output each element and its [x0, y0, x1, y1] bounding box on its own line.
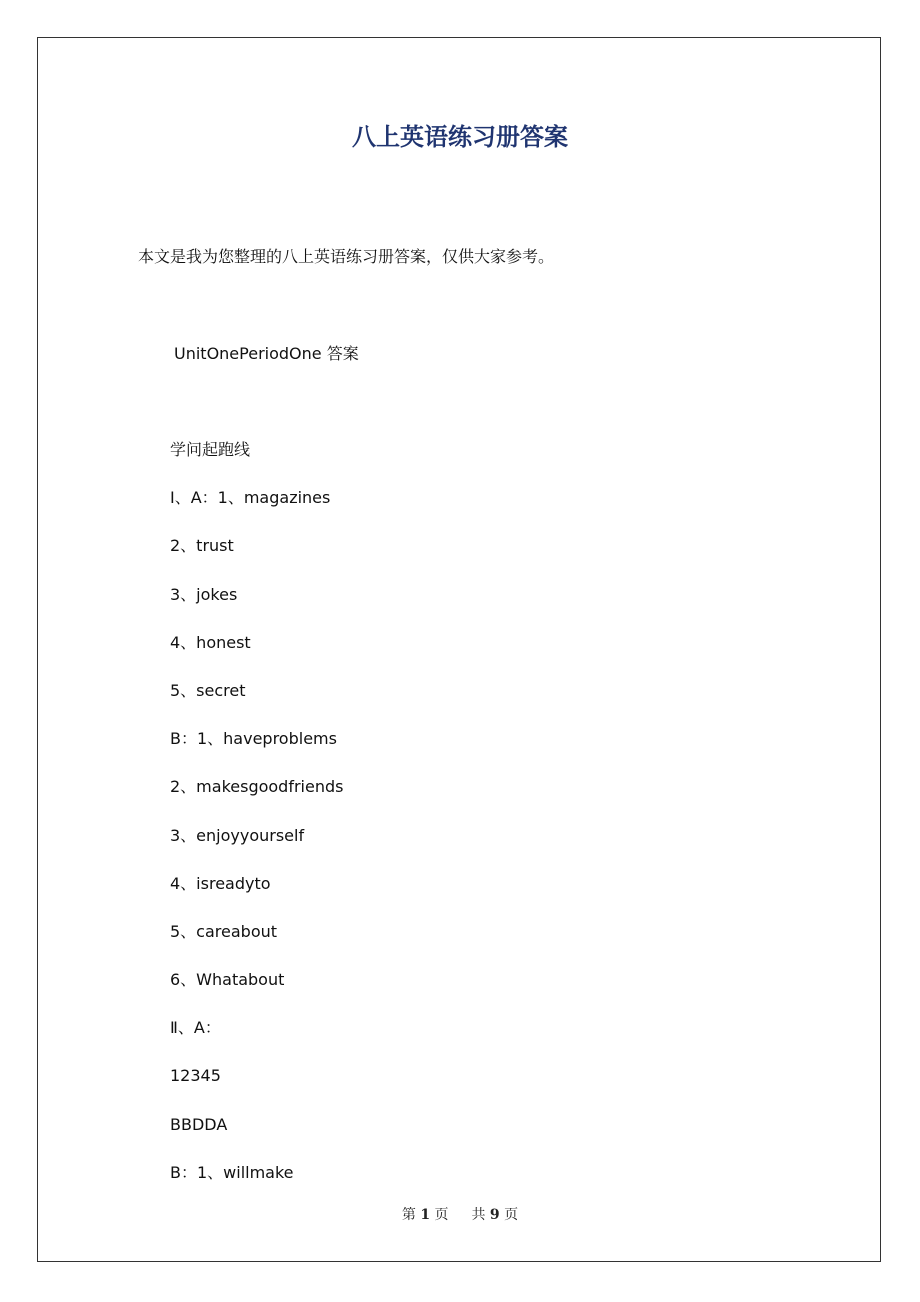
answer-line: BBDDA [170, 1114, 228, 1134]
section-heading: 学问起跑线 [170, 440, 251, 459]
answer-line: B：1、willmake [170, 1162, 294, 1182]
document-title: 八上英语练习册答案 [352, 123, 568, 151]
unit-heading: UnitOnePeriodOne 答案 [174, 344, 359, 363]
total-page-number: 9 [489, 1207, 500, 1223]
answer-line: 12345 [170, 1066, 221, 1086]
answer-line: 2、makesgoodfriends [170, 777, 344, 797]
answer-line: 2、trust [170, 536, 234, 556]
answer-line: Ⅱ、A： [170, 1018, 221, 1038]
answer-line: 4、isreadyto [170, 873, 271, 893]
answer-list [170, 439, 343, 1210]
answer-line: 4、honest [170, 632, 251, 652]
answer-line: 3、jokes [170, 584, 238, 604]
answer-line: Ⅰ、A：1、magazines [170, 488, 331, 508]
total-prefix: 共 [471, 1207, 486, 1223]
current-page-number: 1 [420, 1207, 431, 1223]
answer-line: B：1、haveproblems [170, 729, 337, 749]
answer-line: 3、enjoyyourself [170, 825, 305, 845]
answer-line: 5、careabout [170, 921, 278, 941]
answer-line: 5、secret [170, 680, 246, 700]
page-unit: 页 [434, 1207, 449, 1223]
page-prefix: 第 [401, 1207, 416, 1223]
intro-paragraph: 本文是我为您整理的八上英语练习册答案，仅供大家参考。 [138, 247, 555, 266]
page-footer [0, 1205, 920, 1225]
answer-line: 6、Whatabout [170, 970, 285, 990]
page-border [37, 37, 881, 1262]
total-unit: 页 [504, 1207, 519, 1223]
